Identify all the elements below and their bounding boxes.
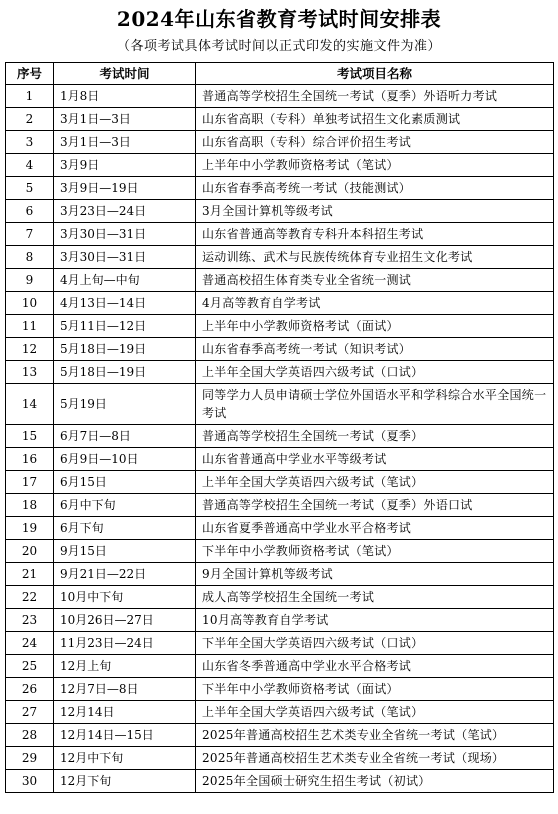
row-number-cell: 20 — [6, 540, 54, 563]
row-number-cell: 27 — [6, 701, 54, 724]
header-exam-date: 考试时间 — [54, 63, 196, 85]
row-number-cell: 4 — [6, 154, 54, 177]
exam-name-cell: 上半年全国大学英语四六级考试（笔试） — [196, 471, 554, 494]
exam-name-cell: 10月高等教育自学考试 — [196, 609, 554, 632]
exam-name-cell: 下半年全国大学英语四六级考试（口试） — [196, 632, 554, 655]
exam-date-cell: 5月19日 — [54, 384, 196, 425]
exam-name-cell: 山东省高职（专科）单独考试招生文化素质测试 — [196, 108, 554, 131]
exam-name-cell: 普通高校招生体育类专业全省统一测试 — [196, 269, 554, 292]
table-row — [6, 494, 554, 517]
exam-date-cell: 12月下旬 — [54, 770, 196, 793]
row-number-cell: 23 — [6, 609, 54, 632]
table-row — [6, 154, 554, 177]
row-number-cell: 24 — [6, 632, 54, 655]
row-number-cell: 11 — [6, 315, 54, 338]
exam-date-cell: 11月23日—24日 — [54, 632, 196, 655]
row-number-cell: 10 — [6, 292, 54, 315]
table-row — [6, 563, 554, 586]
row-number-cell: 2 — [6, 108, 54, 131]
row-number-cell: 18 — [6, 494, 54, 517]
exam-date-cell: 6月15日 — [54, 471, 196, 494]
document-title: 2024年山东省教育考试时间安排表 — [116, 7, 442, 31]
row-number-cell: 14 — [6, 384, 54, 425]
exam-name-cell: 下半年中小学教师资格考试（笔试） — [196, 540, 554, 563]
row-number-cell: 26 — [6, 678, 54, 701]
exam-name-cell: 山东省高职（专科）综合评价招生考试 — [196, 131, 554, 154]
exam-date-cell: 3月30日—31日 — [54, 246, 196, 269]
exam-name-cell: 山东省春季高考统一考试（知识考试） — [196, 338, 554, 361]
row-number-cell: 21 — [6, 563, 54, 586]
row-number-cell: 9 — [6, 269, 54, 292]
table-row — [6, 586, 554, 609]
exam-date-cell: 5月18日—19日 — [54, 338, 196, 361]
exam-name-cell: 上半年全国大学英语四六级考试（口试） — [196, 361, 554, 384]
exam-name-cell: 山东省冬季普通高中学业水平合格考试 — [196, 655, 554, 678]
table-row — [6, 471, 554, 494]
exam-name-cell: 同等学力人员申请硕士学位外国语水平和学科综合水平全国统一考试 — [196, 384, 554, 425]
table-row — [6, 517, 554, 540]
exam-date-cell: 5月11日—12日 — [54, 315, 196, 338]
table-body — [6, 85, 554, 793]
row-number-cell: 1 — [6, 85, 54, 108]
table-row — [6, 292, 554, 315]
exam-date-cell: 10月26日—27日 — [54, 609, 196, 632]
row-number-cell: 6 — [6, 200, 54, 223]
exam-date-cell: 6月7日—8日 — [54, 425, 196, 448]
exam-name-cell: 普通高等学校招生全国统一考试（夏季） — [196, 425, 554, 448]
row-number-cell: 29 — [6, 747, 54, 770]
exam-name-cell: 成人高等学校招生全国统一考试 — [196, 586, 554, 609]
table-row — [6, 177, 554, 200]
exam-name-cell: 运动训练、武术与民族传统体育专业招生文化考试 — [196, 246, 554, 269]
row-number-cell: 13 — [6, 361, 54, 384]
exam-date-cell: 12月14日—15日 — [54, 724, 196, 747]
exam-date-cell: 3月1日—3日 — [54, 131, 196, 154]
row-number-cell: 19 — [6, 517, 54, 540]
exam-date-cell: 5月18日—19日 — [54, 361, 196, 384]
table-row — [6, 85, 554, 108]
exam-name-cell: 2025年普通高校招生艺术类专业全省统一考试（现场） — [196, 747, 554, 770]
row-number-cell: 8 — [6, 246, 54, 269]
table-row — [6, 338, 554, 361]
exam-date-cell: 6月中下旬 — [54, 494, 196, 517]
exam-name-cell: 普通高等学校招生全国统一考试（夏季）外语口试 — [196, 494, 554, 517]
row-number-cell: 25 — [6, 655, 54, 678]
row-number-cell: 22 — [6, 586, 54, 609]
table-header-row — [6, 63, 554, 85]
exam-date-cell: 10月中下旬 — [54, 586, 196, 609]
table-row — [6, 609, 554, 632]
exam-name-cell: 3月全国计算机等级考试 — [196, 200, 554, 223]
exam-date-cell: 12月上旬 — [54, 655, 196, 678]
table-row — [6, 131, 554, 154]
table-row — [6, 724, 554, 747]
exam-name-cell: 下半年中小学教师资格考试（面试） — [196, 678, 554, 701]
exam-name-cell: 山东省夏季普通高中学业水平合格考试 — [196, 517, 554, 540]
header-exam-name: 考试项目名称 — [196, 63, 554, 85]
row-number-cell: 30 — [6, 770, 54, 793]
exam-date-cell: 12月14日 — [54, 701, 196, 724]
exam-name-cell: 2025年普通高校招生艺术类专业全省统一考试（笔试） — [196, 724, 554, 747]
table-row — [6, 269, 554, 292]
document-subtitle: （各项考试具体考试时间以正式印发的实施文件为准） — [116, 39, 441, 54]
row-number-cell: 16 — [6, 448, 54, 471]
table-row — [6, 540, 554, 563]
exam-name-cell: 普通高等学校招生全国统一考试（夏季）外语听力考试 — [196, 85, 554, 108]
exam-name-cell: 山东省普通高等教育专科升本科招生考试 — [196, 223, 554, 246]
row-number-cell: 7 — [6, 223, 54, 246]
exam-date-cell: 1月8日 — [54, 85, 196, 108]
exam-name-cell: 9月全国计算机等级考试 — [196, 563, 554, 586]
table-row — [6, 655, 554, 678]
table-row — [6, 678, 554, 701]
row-number-cell: 17 — [6, 471, 54, 494]
table-row — [6, 223, 554, 246]
exam-date-cell: 3月9日—19日 — [54, 177, 196, 200]
exam-name-cell: 4月高等教育自学考试 — [196, 292, 554, 315]
exam-name-cell: 2025年全国硕士研究生招生考试（初试） — [196, 770, 554, 793]
exam-name-cell: 上半年全国大学英语四六级考试（笔试） — [196, 701, 554, 724]
exam-date-cell: 12月中下旬 — [54, 747, 196, 770]
exam-date-cell: 3月30日—31日 — [54, 223, 196, 246]
table-row — [6, 770, 554, 793]
table-row — [6, 315, 554, 338]
exam-date-cell: 9月15日 — [54, 540, 196, 563]
row-number-cell: 28 — [6, 724, 54, 747]
table-row — [6, 701, 554, 724]
exam-date-cell: 3月1日—3日 — [54, 108, 196, 131]
exam-date-cell: 3月9日 — [54, 154, 196, 177]
row-number-cell: 5 — [6, 177, 54, 200]
exam-date-cell: 4月上旬—中旬 — [54, 269, 196, 292]
exam-date-cell: 9月21日—22日 — [54, 563, 196, 586]
exam-date-cell: 12月7日—8日 — [54, 678, 196, 701]
exam-date-cell: 6月下旬 — [54, 517, 196, 540]
table-row — [6, 632, 554, 655]
header-number: 序号 — [6, 63, 54, 85]
exam-name-cell: 上半年中小学教师资格考试（笔试） — [196, 154, 554, 177]
exam-name-cell: 山东省普通高中学业水平等级考试 — [196, 448, 554, 471]
table-row — [6, 361, 554, 384]
exam-date-cell: 6月9日—10日 — [54, 448, 196, 471]
row-number-cell: 15 — [6, 425, 54, 448]
exam-name-cell: 上半年中小学教师资格考试（面试） — [196, 315, 554, 338]
table-row — [6, 246, 554, 269]
row-number-cell: 3 — [6, 131, 54, 154]
row-number-cell: 12 — [6, 338, 54, 361]
table-row — [6, 384, 554, 425]
table-row — [6, 425, 554, 448]
exam-date-cell: 4月13日—14日 — [54, 292, 196, 315]
table-row — [6, 200, 554, 223]
table-row — [6, 108, 554, 131]
table-row — [6, 448, 554, 471]
table-row — [6, 747, 554, 770]
exam-date-cell: 3月23日—24日 — [54, 200, 196, 223]
exam-schedule-table — [5, 62, 554, 793]
exam-name-cell: 山东省春季高考统一考试（技能测试） — [196, 177, 554, 200]
